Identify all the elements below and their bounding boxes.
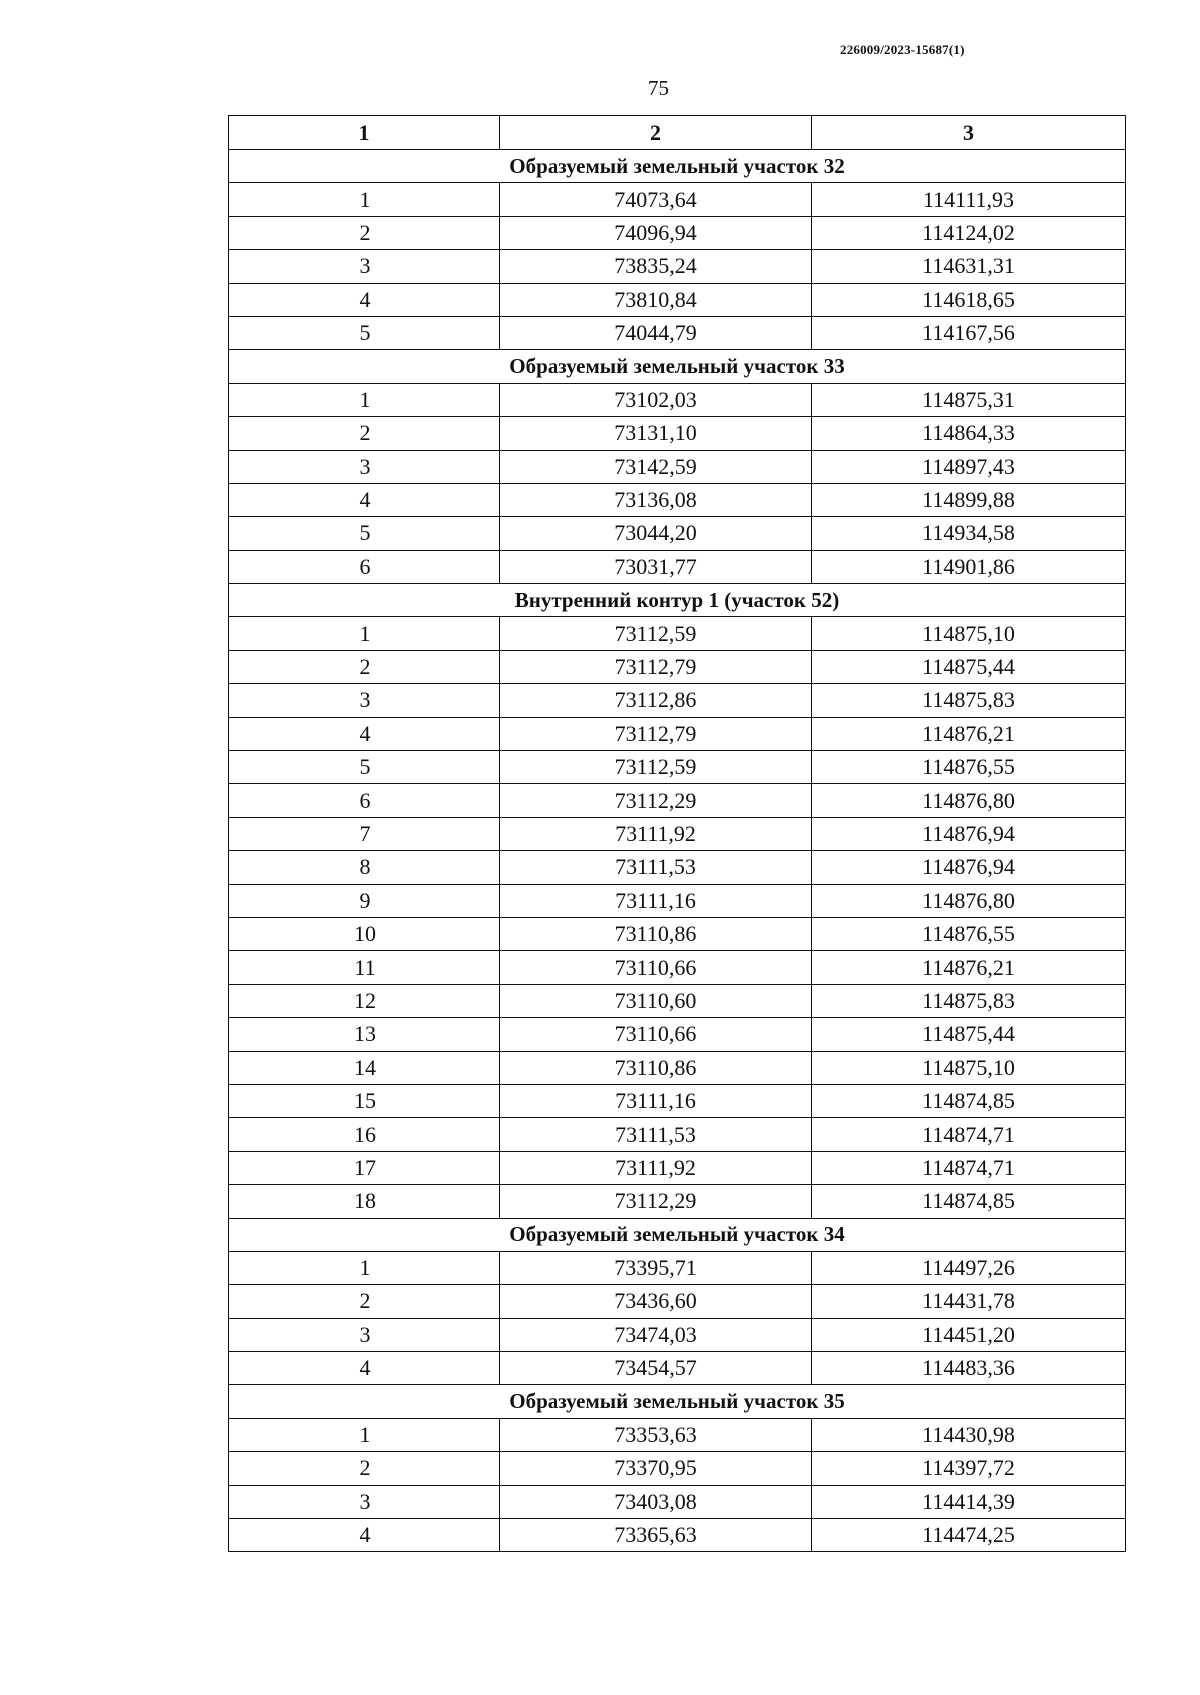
point-number-cell: 5: [229, 751, 500, 784]
y-coordinate-cell: 114875,10: [812, 617, 1126, 650]
y-coordinate-cell: 114111,93: [812, 183, 1126, 216]
point-number-cell: 13: [229, 1018, 500, 1051]
point-number-cell: 4: [229, 483, 500, 516]
table-row: [229, 550, 1126, 583]
x-coordinate-cell: 73835,24: [500, 250, 812, 283]
table-row: [229, 951, 1126, 984]
point-number-cell: 11: [229, 951, 500, 984]
x-coordinate-cell: 73031,77: [500, 550, 812, 583]
y-coordinate-cell: 114430,98: [812, 1418, 1126, 1451]
section-title: Образуемый земельный участок 33: [229, 350, 1126, 383]
x-coordinate-cell: 73112,79: [500, 650, 812, 683]
point-number-cell: 18: [229, 1185, 500, 1218]
point-number-cell: 1: [229, 383, 500, 416]
x-coordinate-cell: 73110,66: [500, 1018, 812, 1051]
x-coordinate-cell: 73111,92: [500, 817, 812, 850]
x-coordinate-cell: 74044,79: [500, 316, 812, 349]
point-number-cell: 16: [229, 1118, 500, 1151]
x-coordinate-cell: 73112,59: [500, 751, 812, 784]
table-row: [229, 851, 1126, 884]
table-row: [229, 1084, 1126, 1117]
x-coordinate-cell: 73370,95: [500, 1452, 812, 1485]
table-row: [229, 417, 1126, 450]
x-coordinate-cell: 73111,92: [500, 1151, 812, 1184]
table-row: [229, 250, 1126, 283]
point-number-cell: 1: [229, 1251, 500, 1284]
table-row: [229, 316, 1126, 349]
y-coordinate-cell: 114876,55: [812, 751, 1126, 784]
table-row: [229, 1352, 1126, 1385]
table-row: [229, 183, 1126, 216]
point-number-cell: 7: [229, 817, 500, 850]
x-coordinate-cell: 73110,60: [500, 984, 812, 1017]
point-number-cell: 4: [229, 1519, 500, 1552]
y-coordinate-cell: 114875,44: [812, 650, 1126, 683]
table-row: [229, 483, 1126, 516]
point-number-cell: 15: [229, 1084, 500, 1117]
point-number-cell: 6: [229, 784, 500, 817]
y-coordinate-cell: 114397,72: [812, 1452, 1126, 1485]
y-coordinate-cell: 114934,58: [812, 517, 1126, 550]
y-coordinate-cell: 114875,10: [812, 1051, 1126, 1084]
table-row: [229, 517, 1126, 550]
point-number-cell: 14: [229, 1051, 500, 1084]
section-header-row: [229, 1385, 1126, 1418]
point-number-cell: 12: [229, 984, 500, 1017]
point-number-cell: 3: [229, 1318, 500, 1351]
x-coordinate-cell: 73111,53: [500, 851, 812, 884]
table-row: [229, 784, 1126, 817]
column-header: 2: [500, 116, 812, 150]
point-number-cell: 3: [229, 1485, 500, 1518]
section-header-row: [229, 1218, 1126, 1251]
y-coordinate-cell: 114876,55: [812, 917, 1126, 950]
point-number-cell: 4: [229, 1352, 500, 1385]
y-coordinate-cell: 114474,25: [812, 1519, 1126, 1552]
y-coordinate-cell: 114875,31: [812, 383, 1126, 416]
y-coordinate-cell: 114899,88: [812, 483, 1126, 516]
point-number-cell: 1: [229, 1418, 500, 1451]
x-coordinate-cell: 73403,08: [500, 1485, 812, 1518]
y-coordinate-cell: 114167,56: [812, 316, 1126, 349]
table-row: [229, 1485, 1126, 1518]
y-coordinate-cell: 114876,94: [812, 851, 1126, 884]
point-number-cell: 3: [229, 450, 500, 483]
x-coordinate-cell: 73111,53: [500, 1118, 812, 1151]
table-row: [229, 684, 1126, 717]
table-row: [229, 1118, 1126, 1151]
y-coordinate-cell: 114874,85: [812, 1084, 1126, 1117]
coordinates-table-body: [229, 116, 1126, 1552]
x-coordinate-cell: 73112,59: [500, 617, 812, 650]
y-coordinate-cell: 114901,86: [812, 550, 1126, 583]
table-row: [229, 1251, 1126, 1284]
table-row: [229, 751, 1126, 784]
point-number-cell: 2: [229, 650, 500, 683]
y-coordinate-cell: 114874,71: [812, 1118, 1126, 1151]
x-coordinate-cell: 73436,60: [500, 1285, 812, 1318]
table-row: [229, 1185, 1126, 1218]
point-number-cell: 2: [229, 1285, 500, 1318]
y-coordinate-cell: 114618,65: [812, 283, 1126, 316]
table-row: [229, 917, 1126, 950]
point-number-cell: 2: [229, 216, 500, 249]
table-row: [229, 216, 1126, 249]
x-coordinate-cell: 73111,16: [500, 884, 812, 917]
point-number-cell: 10: [229, 917, 500, 950]
y-coordinate-cell: 114124,02: [812, 216, 1126, 249]
x-coordinate-cell: 73474,03: [500, 1318, 812, 1351]
point-number-cell: 3: [229, 250, 500, 283]
section-title: Образуемый земельный участок 34: [229, 1218, 1126, 1251]
table-row: [229, 1051, 1126, 1084]
point-number-cell: 3: [229, 684, 500, 717]
y-coordinate-cell: 114431,78: [812, 1285, 1126, 1318]
table-row: [229, 1018, 1126, 1051]
x-coordinate-cell: 73110,86: [500, 917, 812, 950]
x-coordinate-cell: 74096,94: [500, 216, 812, 249]
point-number-cell: 5: [229, 316, 500, 349]
y-coordinate-cell: 114897,43: [812, 450, 1126, 483]
y-coordinate-cell: 114631,31: [812, 250, 1126, 283]
x-coordinate-cell: 73131,10: [500, 417, 812, 450]
x-coordinate-cell: 73810,84: [500, 283, 812, 316]
table-row: [229, 1318, 1126, 1351]
point-number-cell: 2: [229, 417, 500, 450]
section-title: Образуемый земельный участок 35: [229, 1385, 1126, 1418]
x-coordinate-cell: 73112,29: [500, 784, 812, 817]
y-coordinate-cell: 114876,21: [812, 951, 1126, 984]
x-coordinate-cell: 73111,16: [500, 1084, 812, 1117]
table-row: [229, 283, 1126, 316]
y-coordinate-cell: 114864,33: [812, 417, 1126, 450]
x-coordinate-cell: 73365,63: [500, 1519, 812, 1552]
table-row: [229, 1418, 1126, 1451]
x-coordinate-cell: 73142,59: [500, 450, 812, 483]
y-coordinate-cell: 114874,71: [812, 1151, 1126, 1184]
table-row: [229, 1151, 1126, 1184]
y-coordinate-cell: 114876,80: [812, 784, 1126, 817]
point-number-cell: 1: [229, 617, 500, 650]
section-header-row: [229, 584, 1126, 617]
table-row: [229, 1285, 1126, 1318]
y-coordinate-cell: 114876,94: [812, 817, 1126, 850]
point-number-cell: 5: [229, 517, 500, 550]
table-header-row: [229, 116, 1126, 150]
y-coordinate-cell: 114875,44: [812, 1018, 1126, 1051]
point-number-cell: 4: [229, 717, 500, 750]
x-coordinate-cell: 73353,63: [500, 1418, 812, 1451]
y-coordinate-cell: 114876,21: [812, 717, 1126, 750]
x-coordinate-cell: 73395,71: [500, 1251, 812, 1284]
point-number-cell: 9: [229, 884, 500, 917]
x-coordinate-cell: 73112,86: [500, 684, 812, 717]
x-coordinate-cell: 73110,86: [500, 1051, 812, 1084]
table-row: [229, 383, 1126, 416]
x-coordinate-cell: 73102,03: [500, 383, 812, 416]
column-header: 1: [229, 116, 500, 150]
point-number-cell: 4: [229, 283, 500, 316]
x-coordinate-cell: 73044,20: [500, 517, 812, 550]
x-coordinate-cell: 73454,57: [500, 1352, 812, 1385]
table-row: [229, 984, 1126, 1017]
point-number-cell: 1: [229, 183, 500, 216]
y-coordinate-cell: 114874,85: [812, 1185, 1126, 1218]
y-coordinate-cell: 114483,36: [812, 1352, 1126, 1385]
y-coordinate-cell: 114875,83: [812, 984, 1126, 1017]
y-coordinate-cell: 114414,39: [812, 1485, 1126, 1518]
coordinates-table: [228, 115, 1126, 1552]
y-coordinate-cell: 114875,83: [812, 684, 1126, 717]
section-header-row: [229, 350, 1126, 383]
y-coordinate-cell: 114876,80: [812, 884, 1126, 917]
y-coordinate-cell: 114497,26: [812, 1251, 1126, 1284]
section-title: Образуемый земельный участок 32: [229, 150, 1126, 183]
x-coordinate-cell: 73136,08: [500, 483, 812, 516]
point-number-cell: 6: [229, 550, 500, 583]
table-row: [229, 1452, 1126, 1485]
point-number-cell: 2: [229, 1452, 500, 1485]
point-number-cell: 17: [229, 1151, 500, 1184]
column-header: 3: [812, 116, 1126, 150]
table-row: [229, 884, 1126, 917]
table-row: [229, 450, 1126, 483]
x-coordinate-cell: 73110,66: [500, 951, 812, 984]
section-header-row: [229, 150, 1126, 183]
document-number: 226009/2023-15687(1): [840, 42, 965, 57]
x-coordinate-cell: 73112,79: [500, 717, 812, 750]
x-coordinate-cell: 74073,64: [500, 183, 812, 216]
page-number: 75: [648, 76, 669, 100]
table-row: [229, 717, 1126, 750]
y-coordinate-cell: 114451,20: [812, 1318, 1126, 1351]
point-number-cell: 8: [229, 851, 500, 884]
table-row: [229, 617, 1126, 650]
table-row: [229, 817, 1126, 850]
table-row: [229, 1519, 1126, 1552]
table-row: [229, 650, 1126, 683]
x-coordinate-cell: 73112,29: [500, 1185, 812, 1218]
section-title: Внутренний контур 1 (участок 52): [229, 584, 1126, 617]
